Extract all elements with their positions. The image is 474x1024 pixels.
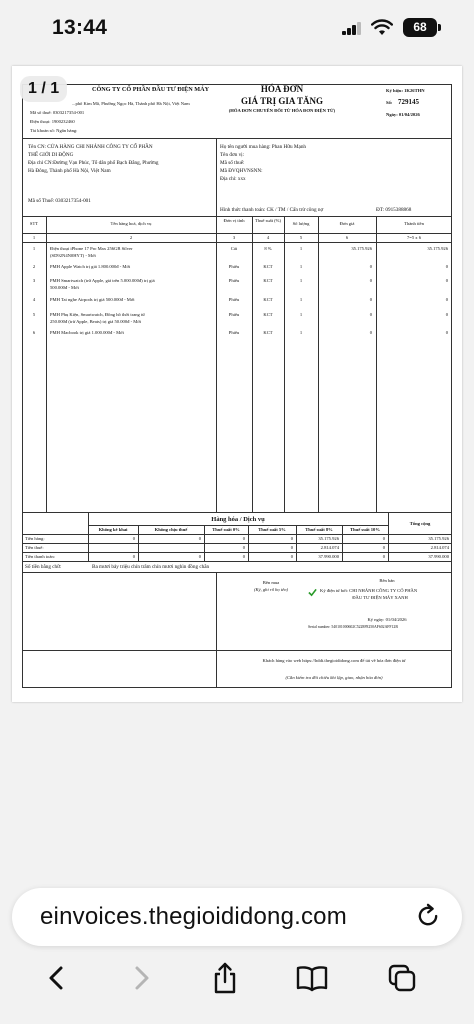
summary-header: Thuế suất 10% (350, 527, 380, 532)
seller-company: CÔNG TY CỔ PHẦN ĐẦU TƯ ĐIỆN MÁY (92, 86, 210, 93)
share-icon (212, 962, 238, 994)
buyer-code: Mã ĐVQHVNSNN: (220, 168, 263, 174)
summary-header-total: Tổng cộng (409, 521, 431, 526)
header-num: 4 (266, 235, 270, 240)
seller-account: Tài khoản số: Ngân hàng: (30, 128, 78, 133)
book-icon (295, 964, 329, 992)
branch-name-2: THẾ GIỚI DI ĐỘNG (28, 152, 74, 158)
amount-in-words-label: Số tiền bằng chữ: (25, 564, 62, 570)
seller-address: ...phố Kim Mã, Phường Ngọc Hà, Thành phố Hà Nội, Việt Nam (72, 101, 190, 106)
summary-title: Hàng hóa / Dịch vụ (211, 516, 265, 523)
buyer-sign-label: Bên mua (262, 580, 280, 585)
reload-icon[interactable] (414, 902, 442, 930)
invoice-number-label: Số: (386, 100, 393, 105)
header-name: Tên hàng hoá, dịch vụ (110, 221, 152, 226)
branch-name: Tên CN: CỬA HÀNG CHI NHÁNH CÔNG TY CỔ PHẦN (28, 144, 153, 150)
header-unit: Đơn vị tính (223, 218, 245, 223)
battery-tip (438, 24, 441, 31)
header-stt: STT (29, 221, 39, 226)
battery-icon: 68 (403, 18, 437, 37)
summary-header: Không chịu thuế (154, 527, 188, 532)
summary-header: Thuế suất 5% (258, 527, 286, 532)
header-tax: Thuế suất (%) (254, 218, 282, 223)
seller-tax: Mã số thuế: 0303217354-001 (30, 110, 85, 115)
header-price: Đơn giá (339, 221, 355, 226)
header-num: 6 (345, 235, 349, 240)
buyer-name: Họ tên người mua hàng: Phan Hữu Mạnh (220, 144, 307, 150)
header-num: 7=5 x 6 (406, 235, 422, 240)
invoice-subtitle: (HÓA ĐƠN CHUYỂN ĐỔI TỪ HÓA ĐƠN ĐIỆN TỬ) (228, 108, 336, 113)
header-amount: Thành tiền (404, 221, 424, 226)
clock: 13:44 (52, 16, 108, 39)
check-icon (308, 588, 317, 597)
back-button[interactable] (34, 958, 78, 998)
summary-header: Không kê khai (98, 527, 128, 532)
url-text[interactable]: einvoices.thegioididong.com (40, 903, 347, 930)
pdf-viewer[interactable] (0, 58, 474, 866)
branch-address: Địa chỉ CN:Đường Vạn Phúc, Tổ dân phố Bạch Đằng, Phường (28, 160, 159, 166)
header-num: 1 (32, 235, 36, 240)
invoice-page: CÔNG TY CỔ PHẦN ĐẦU TƯ ĐIỆN MÁY ...phố Kim Mã, Phường Ngọc Hà, Thành phố Hà Nội, Việt Nam Mã số thuế: 0303217354-001 Điện thoại: 1900232460 Tài khoản số: Ngân hàng: HÓA ĐƠN GIÁ TRỊ GIA TĂNG (HÓA ĐƠN CHUYỂN ĐỔI TỪ HÓA ĐƠN ĐIỆN TỬ) Ký hiệu: 1K26THN Số: 729145 Ngày: 01/04/2026 Tên CN: CỬA HÀNG CHI NHÁNH CÔNG TY CỔ PHẦN THẾ GIỚI DI ĐỘNG Địa chỉ CN:Đường Vạn Phúc, Tổ dân phố Bạch Đằng, Phường Hà Đông, Thành phố Hà Nội, Việt Nam Mã số Thuế: 0303217354-001 Họ tên người mua hàng: Phan Hữu Mạnh Tên đơn vị: Mã số thuế: Mã ĐVQHVNSNN: Địa chỉ: xxx Hình thức thanh toán: CK / TM / Cấn trừ công nợ ĐT: 0915388868 STT Tên hàng hoá, dịch vụ Đơn vị tính Thuế suất (%) Số lượng Đơn giá Thành tiền 1 2 3 4 5 6 7=5 x 6 1 Điện thoại iPhone 17 Pro Max 256GB Silver (SD92N4N0HYT) - Mới Cái 8 % 1 35.175.926 35.175.926 2 PMH Apple Watch trị giá 1.800.000đ - Mới Phiếu KCT 1 0 0 3 PMH Smartwatch (trừ Apple, giá trên 5.000.000đ) trị giá 500.000đ - Mới Phiếu KCT 1 0 0 4 PMH Tai nghe Airpods trị giá 500.000đ - Mới Phiếu KCT 1 0 0 5 PMH Phụ Kiện, Smartwatch, Đồng hồ thời trang từ 250.000đ (trừ Apple, Beats) trị giá 50.000đ - Mới Phiếu KCT 1 0 0 6 PMH Macbook trị giá 1.000.000đ - Mới Phiếu KCT 1 0 0 Hàng hóa / Dịch vụ Không kê khai Không chịu thuế Thuế suất 0% Thuế suất 5% Thuế suất 8% Thuế suất 10% Tổng cộng Tiền hàng: 0 0 0 0 35.175.926 0 35.175.926 Tiền thuế: 0 0 2.814.074 0 2.814.074 Tiền thanh toán: 0 0 0 0 37.990.000 0 37.990.000 Số tiền bằng chữ: Ba mươi bảy triệu chín trăm chín mươi nghìn đồng chẵn Bên mua (Ký, ghi rõ họ tên) Bên bán Ký điện tử bởi: CHI NHÁNH CÔNG TY CỔ PHẦN ĐẦU TƯ ĐIỆN MÁY XANH Ký ngày: 01/04/2026 Serial number: 540101000602C5228F8250AF602AFF12B Khách hàng vào web https://hddt.thegioididong.com để tải về hóa đơn điện tử (Cần kiểm tra đối chiếu khi lập, giao, nhận hóa đơn) (12, 66, 462, 702)
tabs-icon (387, 963, 417, 993)
invoice-title-2: GIÁ TRỊ GIA TĂNG (241, 96, 323, 106)
buyer-address: Địa chỉ: xxx (220, 176, 246, 182)
tabs-button[interactable] (380, 958, 424, 998)
header-num: 3 (232, 235, 236, 240)
invoice-date: Ngày: 01/04/2026 (386, 112, 420, 117)
chevron-right-icon (133, 965, 151, 991)
forward-button[interactable] (120, 958, 164, 998)
sign-date: Ký ngày: 01/04/2026 (367, 617, 407, 622)
payment-method: Hình thức thanh toán: CK / TM / Cấn trừ công nợ (220, 207, 324, 213)
browser-toolbar (0, 958, 474, 998)
header-num: 2 (129, 235, 133, 240)
wifi-icon (371, 19, 393, 36)
branch-tax: Mã số Thuế: 0303217354-001 (28, 198, 91, 204)
status-bar (0, 0, 474, 58)
serial-number: Serial number: 540101000602C5228F8250AF602AFF12B (308, 625, 398, 629)
cellular-signal-icon (342, 22, 362, 35)
address-bar[interactable] (12, 888, 462, 946)
lookup-note: (Cần kiểm tra đối chiếu khi lập, giao, nhận hóa đơn) (285, 675, 383, 680)
browser-bottom-bar (0, 866, 474, 1024)
summary-header: Thuế suất 8% (305, 527, 333, 532)
signed-by: Ký điện tử bởi: CHI NHÁNH CÔNG TY CỔ PHẦN (320, 588, 418, 593)
seller-phone: Điện thoại: 1900232460 (30, 119, 75, 124)
buyer-phone: ĐT: 0915388868 (376, 207, 412, 213)
summary-header: Thuế suất 0% (212, 527, 240, 532)
invoice-symbol: Ký hiệu: 1K26THN (386, 88, 425, 93)
header-num: 5 (299, 235, 303, 240)
share-button[interactable] (203, 958, 247, 998)
page-indicator: 1 / 1 (20, 76, 67, 102)
bookmarks-button[interactable] (290, 958, 334, 998)
lookup-text: Khách hàng vào web https://hddt.thegioididong.com để tải về hóa đơn điện tử (262, 658, 406, 663)
signed-by-2: ĐẦU TƯ ĐIỆN MÁY XANH (352, 595, 408, 600)
buyer-unit: Tên đơn vị: (220, 152, 245, 158)
header-qty: Số lượng (292, 221, 310, 226)
chevron-left-icon (47, 965, 65, 991)
amount-in-words: Ba mươi bảy triệu chín trăm chín mươi nghìn đồng chẵn (92, 564, 210, 570)
buyer-sign-note: (Ký, ghi rõ họ tên) (253, 587, 289, 592)
branch-address-2: Hà Đông, Thành phố Hà Nội, Việt Nam (28, 168, 111, 174)
buyer-tax: Mã số thuế: (220, 160, 245, 166)
invoice-number: 729145 (398, 98, 419, 106)
invoice-title: HÓA ĐƠN (260, 84, 304, 94)
seller-sign-label: Bên bán (379, 578, 395, 583)
